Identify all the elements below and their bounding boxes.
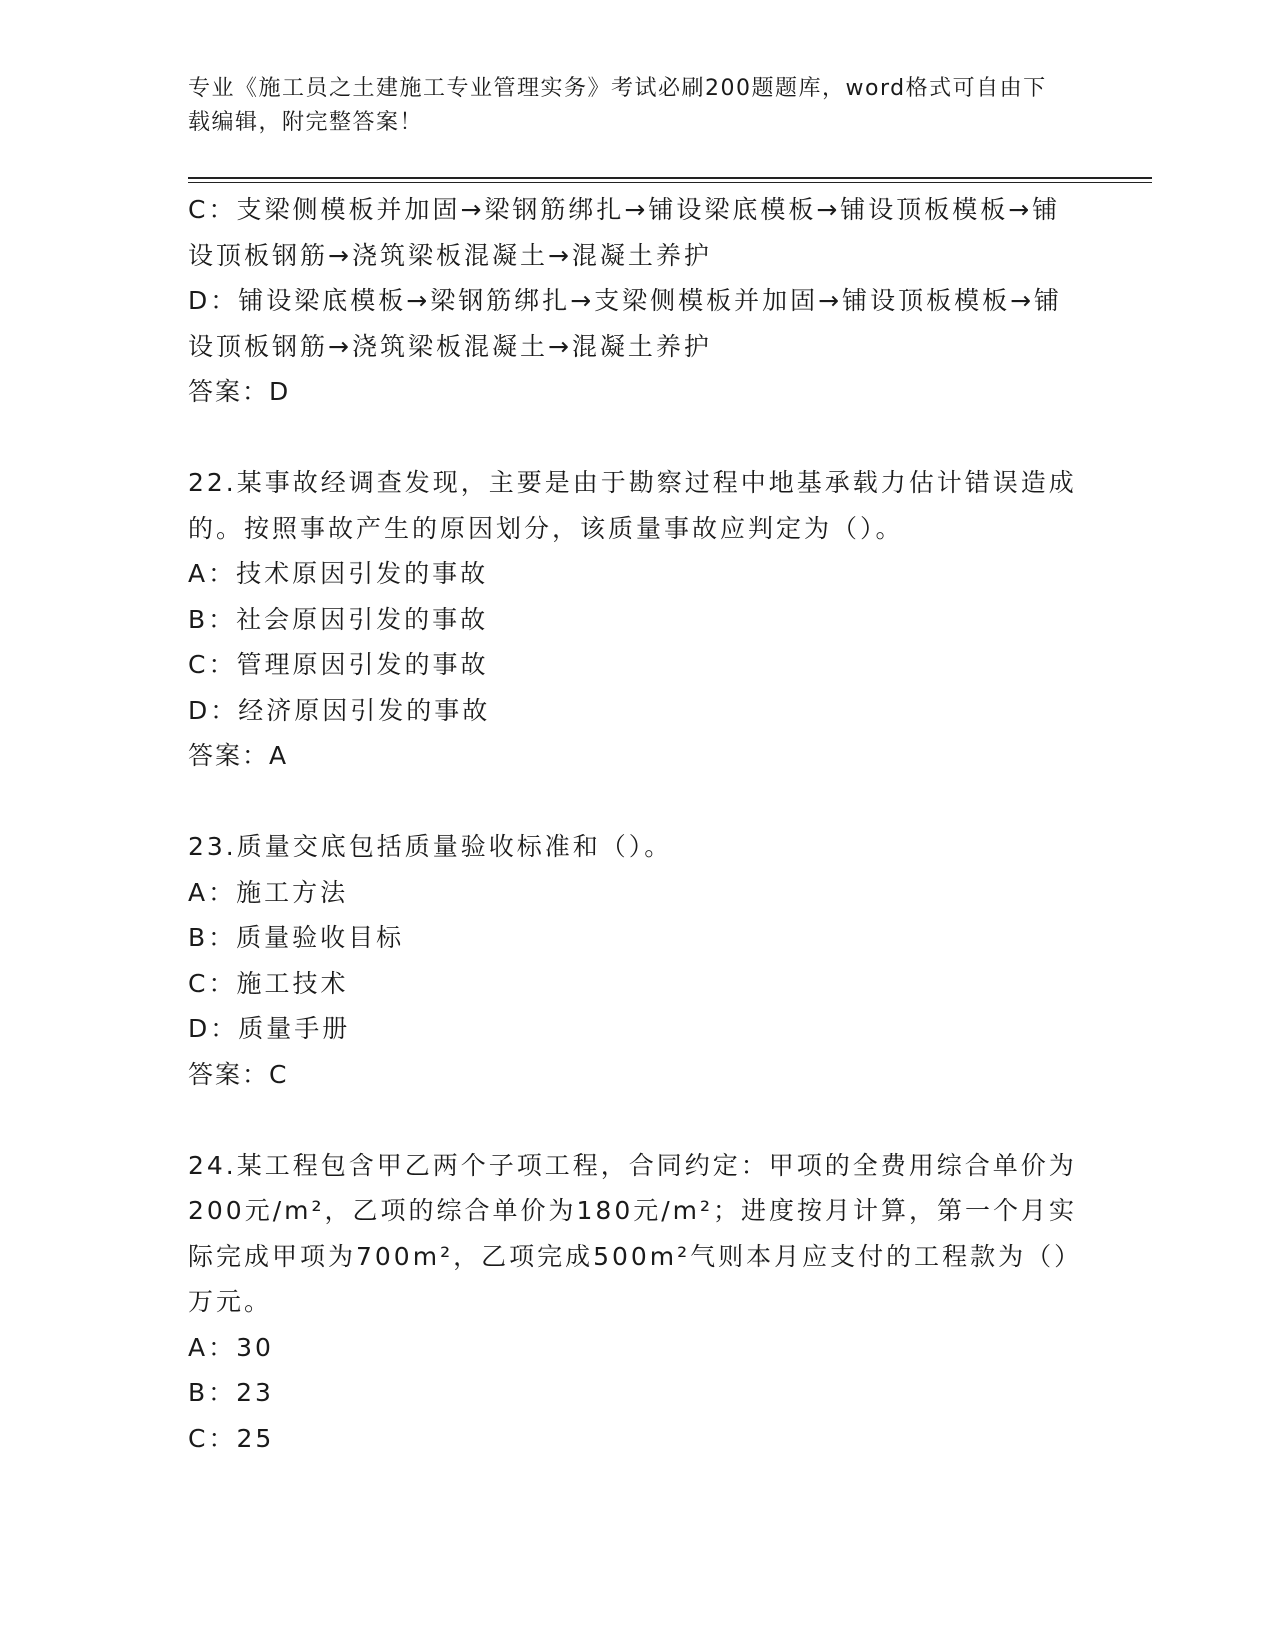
option-c: C：管理原因引发的事故 bbox=[188, 650, 489, 679]
question-stem: 24.某工程包含甲乙两个子项工程，合同约定：甲项的全费用综合单价为200元/m²，乙项的综合单价为180元/m²；进度按月计算，第一个月实际完成甲项为700m²，乙项完成500m²气则本月应支付的工程款为（）万元。 bbox=[188, 1150, 1083, 1316]
option-c: C：25 bbox=[188, 1423, 275, 1453]
option-d: D：质量手册 bbox=[188, 1014, 351, 1043]
option-c: C：支梁侧模板并加固→梁钢筋绑扎→铺设梁底模板→铺设顶板模板→铺设顶板钢筋→浇筑梁板混凝土→混凝土养护 bbox=[188, 195, 1061, 270]
question-content bbox=[188, 187, 1088, 1461]
option-a: A：技术原因引发的事故 bbox=[188, 559, 489, 588]
option-b: B：质量验收目标 bbox=[188, 923, 405, 952]
spacer bbox=[188, 1097, 1088, 1143]
question-stem: 22.某事故经调查发现，主要是由于勘察过程中地基承载力估计错误造成的。按照事故产生的原因划分，该质量事故应判定为（）。 bbox=[188, 468, 1077, 543]
prev-question bbox=[188, 187, 1088, 415]
spacer bbox=[188, 779, 1088, 825]
answer: 答案：A bbox=[188, 741, 289, 770]
option-a: A：30 bbox=[188, 1332, 274, 1362]
spacer bbox=[188, 415, 1088, 461]
option-c: C：施工技术 bbox=[188, 968, 349, 998]
option-d: D：铺设梁底模板→梁钢筋绑扎→支梁侧模板并加固→铺设顶板模板→铺设顶板钢筋→浇筑梁板混凝土→混凝土养护 bbox=[188, 286, 1063, 361]
header-divider-thick bbox=[188, 177, 1152, 179]
question-23 bbox=[188, 824, 1088, 1097]
answer: 答案：C bbox=[188, 1059, 289, 1089]
header-divider-thin bbox=[188, 182, 1152, 183]
header-text: 专业《施工员之土建施工专业管理实务》考试必刷200题题库，word格式可自由下载编辑，附完整答案！ bbox=[188, 76, 1047, 135]
option-b: B：社会原因引发的事故 bbox=[188, 604, 489, 634]
answer: 答案：D bbox=[188, 377, 291, 406]
option-a: A：施工方法 bbox=[188, 877, 349, 907]
option-d: D：经济原因引发的事故 bbox=[188, 695, 491, 725]
question-24 bbox=[188, 1143, 1088, 1462]
document-header bbox=[188, 72, 1068, 140]
question-22 bbox=[188, 460, 1088, 779]
option-b: B：23 bbox=[188, 1378, 274, 1407]
question-stem: 23.质量交底包括质量验收标准和（）。 bbox=[188, 832, 673, 861]
